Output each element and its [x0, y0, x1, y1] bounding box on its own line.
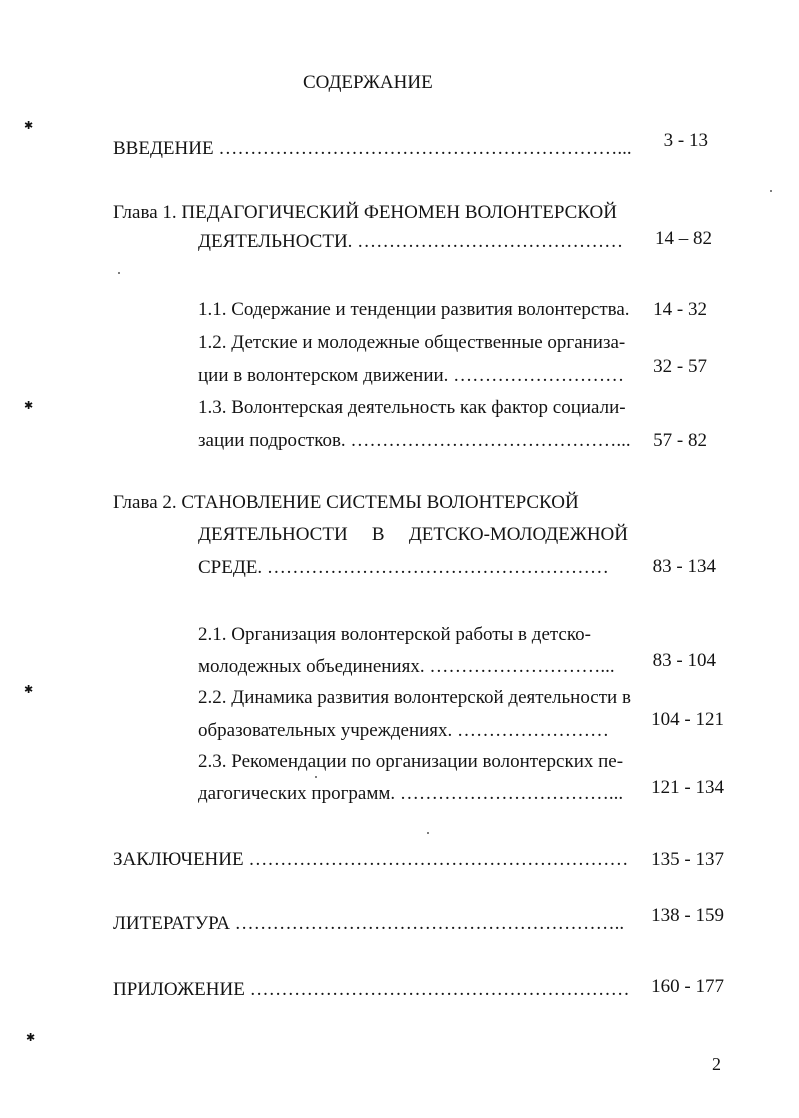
toc-section-1-3: 1.3. Волонтерская деятельность как фактор социали-: [198, 397, 626, 418]
toc-appendix: ПРИЛОЖЕНИЕ ……………………………………………………: [113, 979, 630, 1000]
scan-dust-dot: [770, 190, 772, 192]
toc-section-2-3-cont: дагогических программ. ……………………………...: [198, 783, 624, 804]
toc-section-2-2-cont: образовательных учреждениях. ……………………: [198, 720, 610, 741]
toc-section-2-3: 2.3. Рекомендации по организации волонтерских пе-: [198, 751, 624, 772]
toc-section-1-3-cont: зации подростков. ……………………………………...: [198, 430, 631, 451]
toc-introduction: ВВЕДЕНИЕ ………………………………………………………...: [113, 138, 632, 159]
toc-section-1-2-cont: ции в волонтерском движении. ………………………: [198, 365, 625, 386]
page-title: СОДЕРЖАНИЕ: [303, 72, 433, 93]
toc-introduction-pages: 3 - 13: [663, 130, 708, 151]
toc-section-1-1: 1.1. Содержание и тенденции развития волонтерства.: [198, 299, 630, 320]
toc-section-2-2-pages: 104 - 121: [651, 709, 724, 730]
scan-dust-dot: [427, 832, 429, 834]
toc-chapter1-title-cont: ДЕЯТЕЛЬНОСТИ. ……………………………………: [198, 231, 624, 252]
toc-chapter1-pages: 14 – 82: [655, 228, 712, 249]
toc-literature: ЛИТЕРАТУРА ……………………………………………………..: [113, 913, 625, 934]
toc-section-2-1-pages: 83 - 104: [652, 650, 716, 671]
toc-chapter2-title-cont2: СРЕДЕ. ………………………………………………: [198, 557, 609, 578]
toc-section-1-3-pages: 57 - 82: [653, 430, 707, 451]
scan-speck-mark: ✱: [24, 120, 34, 132]
toc-section-2-2: 2.2. Динамика развития волонтерской деятельности в: [198, 687, 631, 708]
toc-section-1-2: 1.2. Детские и молодежные общественные организа-: [198, 332, 626, 353]
toc-section-1-2-pages: 32 - 57: [653, 356, 707, 377]
scan-speck-mark: ✱: [24, 400, 34, 412]
toc-section-2-1: 2.1. Организация волонтерской работы в детско-: [198, 624, 591, 645]
toc-section-1-1-pages: 14 - 32: [653, 299, 707, 320]
scan-speck-mark: ✱: [24, 684, 34, 696]
toc-chapter2-title: Глава 2. СТАНОВЛЕНИЕ СИСТЕМЫ ВОЛОНТЕРСКОЙ: [113, 492, 579, 513]
toc-literature-pages: 138 - 159: [651, 905, 724, 926]
toc-chapter1-title: Глава 1. ПЕДАГОГИЧЕСКИЙ ФЕНОМЕН ВОЛОНТЕРСКОЙ: [113, 202, 617, 223]
toc-appendix-pages: 160 - 177: [651, 976, 724, 997]
scan-dust-dot: [315, 776, 317, 778]
toc-section-2-1-cont: молодежных объединениях. ………………………...: [198, 656, 615, 677]
toc-conclusion: ЗАКЛЮЧЕНИЕ ……………………………………………………: [113, 849, 629, 870]
toc-chapter2-pages: 83 - 134: [652, 556, 716, 577]
toc-conclusion-pages: 135 - 137: [651, 849, 724, 870]
scan-speck-mark: ✱: [26, 1032, 36, 1044]
scan-dust-dot: [118, 272, 120, 274]
page-number: 2: [712, 1054, 721, 1074]
toc-section-2-3-pages: 121 - 134: [651, 777, 724, 798]
toc-chapter2-title-cont: ДЕЯТЕЛЬНОСТИ В ДЕТСКО-МОЛОДЕЖНОЙ: [198, 524, 628, 545]
